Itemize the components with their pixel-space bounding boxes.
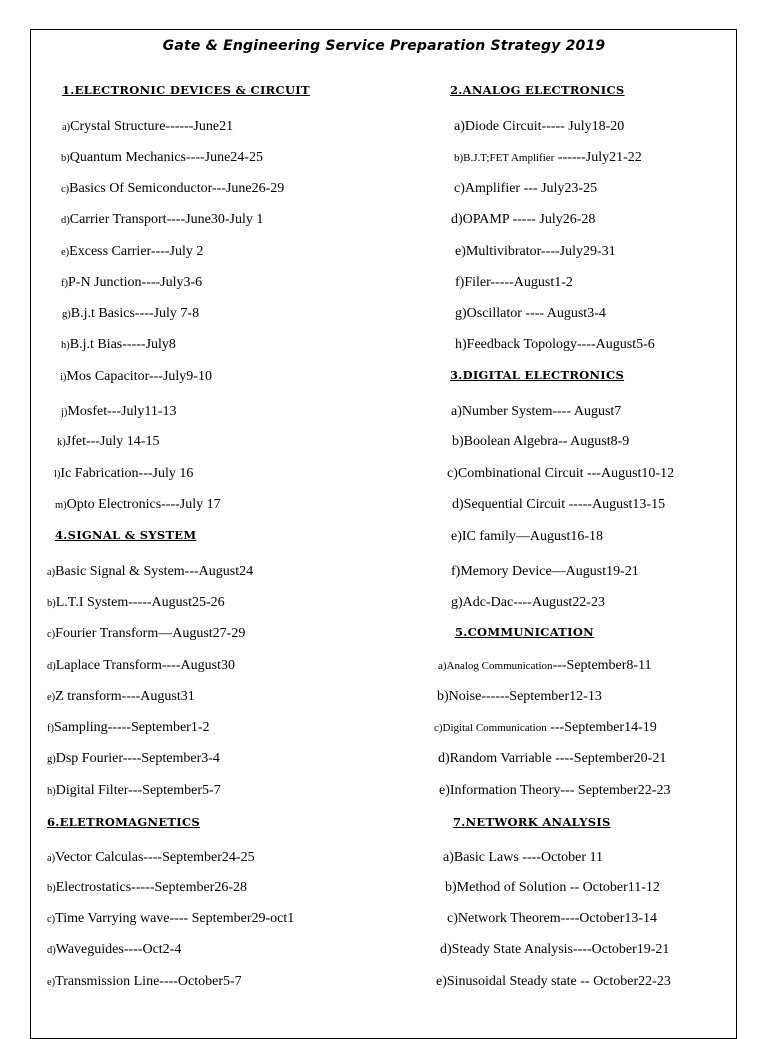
item-text: d)Steady State Analysis----October19-21: [440, 942, 670, 957]
item-marker: j): [61, 407, 68, 418]
item-text: Ic Fabrication---July 16: [60, 466, 194, 481]
item-marker: e): [47, 977, 56, 988]
topic-item: [454, 180, 597, 198]
item-text: Basics Of Semiconductor---June26-29: [69, 181, 285, 196]
topic-item: [438, 657, 652, 675]
item-text: Laplace Transform----August30: [55, 658, 235, 673]
item-text: P-N Junction----July3-6: [68, 275, 203, 290]
item-marker: h): [61, 340, 70, 351]
item-marker: a): [47, 853, 56, 864]
item-text: Mos Capacitor---July9-10: [66, 369, 212, 384]
item-text: Excess Carrier----July 2: [69, 244, 204, 259]
topic-item: [451, 211, 595, 229]
item-text: a)Basic Laws ----October 11: [443, 850, 604, 865]
topic-item: [443, 849, 603, 867]
item-marker: d): [47, 945, 56, 956]
topic-item: [452, 433, 629, 451]
topic-item: [455, 336, 655, 354]
item-marker: m): [55, 500, 67, 511]
topic-item: [47, 973, 242, 992]
topic-item: [47, 563, 253, 582]
item-text: b)Boolean Algebra-- August8-9: [452, 434, 630, 449]
item-text: b)Noise------September12-13: [437, 689, 602, 704]
item-marker: a): [62, 122, 71, 133]
item-marker: b): [61, 153, 70, 164]
topic-item: [437, 688, 602, 706]
item-text: Basic Signal & System---August24: [55, 564, 254, 579]
topic-item: [47, 782, 221, 801]
section-heading: 4.SIGNAL & SYSTEM: [55, 528, 197, 542]
topic-item: [455, 305, 606, 323]
topic-item: [439, 782, 670, 800]
item-marker: i): [60, 372, 67, 383]
item-marker: b): [47, 598, 56, 609]
item-text: Digital Filter---September5-7: [55, 783, 221, 798]
item-text: Carrier Transport----June30-July 1: [69, 212, 264, 227]
topic-item: [452, 496, 665, 514]
item-text: e)IC family—August16-18: [451, 529, 604, 544]
topic-item: [445, 879, 660, 897]
topic-item: [434, 719, 657, 737]
item-text: Electrostatics-----September26-28: [55, 880, 248, 895]
item-marker: g): [47, 754, 56, 765]
item-text: c)Amplifier --- July23-25: [454, 181, 598, 196]
item-text: ---September14-19: [546, 720, 657, 735]
topic-item: [455, 243, 616, 261]
item-marker: c): [47, 629, 56, 640]
page-title: Gate & Engineering Service Preparation Strategy 2019: [162, 38, 606, 54]
item-text: e)Multivibrator----July29-31: [455, 244, 616, 259]
topic-item: [451, 528, 603, 546]
item-text: c)Network Theorem----October13-14: [447, 911, 658, 926]
topic-item: [447, 910, 657, 928]
item-text: Time Varrying wave---- September29-oct1: [55, 911, 295, 926]
topic-item: [62, 118, 233, 137]
topic-item: [54, 465, 193, 484]
topic-item: [57, 433, 159, 452]
topic-item: [436, 973, 671, 991]
item-text: b)Method of Solution -- October11-12: [445, 880, 660, 895]
item-marker: a): [47, 567, 56, 578]
item-text: f)Memory Device—August19-21: [451, 564, 639, 579]
item-marker: c): [47, 914, 56, 925]
topic-item: [61, 180, 284, 199]
topic-item: [55, 496, 221, 515]
item-marker: b): [47, 883, 56, 894]
topic-item: [61, 403, 177, 422]
section-heading: 3.DIGITAL ELECTRONICS: [450, 368, 625, 382]
item-text: e)Information Theory--- September22-23: [439, 783, 671, 798]
item-marker: e): [61, 247, 70, 258]
section-heading: 5.COMMUNICATION: [455, 625, 594, 639]
topic-item: [61, 336, 176, 355]
item-marker: d): [61, 215, 70, 226]
topic-item: [47, 879, 247, 898]
topic-item: [451, 563, 639, 581]
item-marker: f): [47, 723, 54, 734]
item-text: d)OPAMP ----- July26-28: [451, 212, 596, 227]
topic-item: [47, 688, 195, 707]
topic-item: [47, 594, 225, 613]
item-text: ------July21-22: [554, 150, 642, 165]
item-text: Dsp Fourier----September3-4: [55, 751, 220, 766]
item-text: a)Diode Circuit----- July18-20: [454, 119, 625, 134]
item-text: f)Filer-----August1-2: [455, 275, 573, 290]
item-text: L.T.I System-----August25-26: [55, 595, 225, 610]
item-marker: h): [47, 786, 56, 797]
item-marker: g): [62, 309, 71, 320]
section-heading: 2.ANALOG ELECTRONICS: [450, 83, 625, 97]
item-text: Jfet---July 14-15: [65, 434, 160, 449]
item-marker: c): [61, 184, 70, 195]
item-text: Mosfet---July11-13: [67, 404, 177, 419]
item-text: a)Number System---- August7: [451, 404, 622, 419]
topic-item: [61, 243, 203, 262]
item-text: d)Random Varriable ----September20-21: [438, 751, 667, 766]
item-text: Opto Electronics----July 17: [66, 497, 221, 512]
item-marker: k): [57, 437, 66, 448]
item-text: e)Sinusoidal Steady state -- October22-23: [436, 974, 671, 989]
item-marker: e): [47, 692, 56, 703]
item-text: Z transform----August31: [55, 689, 195, 704]
section-heading: 1.ELECTRONIC DEVICES & CIRCUIT: [62, 83, 310, 97]
item-topic-small: a)Analog Communication: [438, 660, 553, 672]
item-topic-small: c)Digital Communication: [434, 722, 547, 734]
topic-item: [451, 594, 605, 612]
topic-item: [47, 910, 294, 929]
topic-item: [454, 118, 624, 136]
item-topic-small: b)B.J.T;FET Amplifier: [454, 152, 555, 164]
topic-item: [47, 657, 235, 676]
topic-item: [438, 750, 666, 768]
topic-item: [62, 305, 199, 324]
topic-item: [61, 211, 263, 230]
item-text: Crystal Structure------June21: [70, 119, 234, 134]
item-text: Vector Calculas----September24-25: [55, 850, 255, 865]
item-text: Transmission Line----October5-7: [55, 974, 242, 989]
item-text: Sampling-----September1-2: [54, 720, 210, 735]
topic-item: [47, 941, 181, 960]
item-text: ---September8-11: [552, 658, 652, 673]
item-text: h)Feedback Topology----August5-6: [455, 337, 655, 352]
topic-item: [47, 849, 255, 868]
topic-item: [61, 149, 263, 168]
topic-item: [47, 719, 210, 738]
item-marker: d): [47, 661, 56, 672]
section-heading: 7.NETWORK ANALYSIS: [453, 815, 611, 829]
topic-item: [440, 941, 669, 959]
topic-item: [47, 750, 220, 769]
item-text: Fourier Transform—August27-29: [55, 626, 246, 641]
item-text: g)Adc-Dac----August22-23: [451, 595, 605, 610]
topic-item: [47, 625, 245, 644]
item-text: c)Combinational Circuit ---August10-12: [447, 466, 675, 481]
item-text: B.j.t Basics----July 7-8: [70, 306, 200, 321]
topic-item: [60, 368, 212, 387]
topic-item: [455, 274, 573, 292]
topic-item: [61, 274, 202, 293]
item-text: Waveguides----Oct2-4: [55, 942, 182, 957]
topic-item: [454, 149, 642, 167]
item-marker: l): [54, 469, 61, 480]
item-marker: f): [61, 278, 68, 289]
item-text: g)Oscillator ---- August3-4: [455, 306, 606, 321]
section-heading: 6.ELETROMAGNETICS: [47, 815, 200, 829]
item-text: Quantum Mechanics----June24-25: [69, 150, 263, 165]
item-text: B.j.t Bias-----July8: [69, 337, 176, 352]
topic-item: [451, 403, 621, 421]
topic-item: [447, 465, 674, 483]
item-text: d)Sequential Circuit -----August13-15: [452, 497, 666, 512]
